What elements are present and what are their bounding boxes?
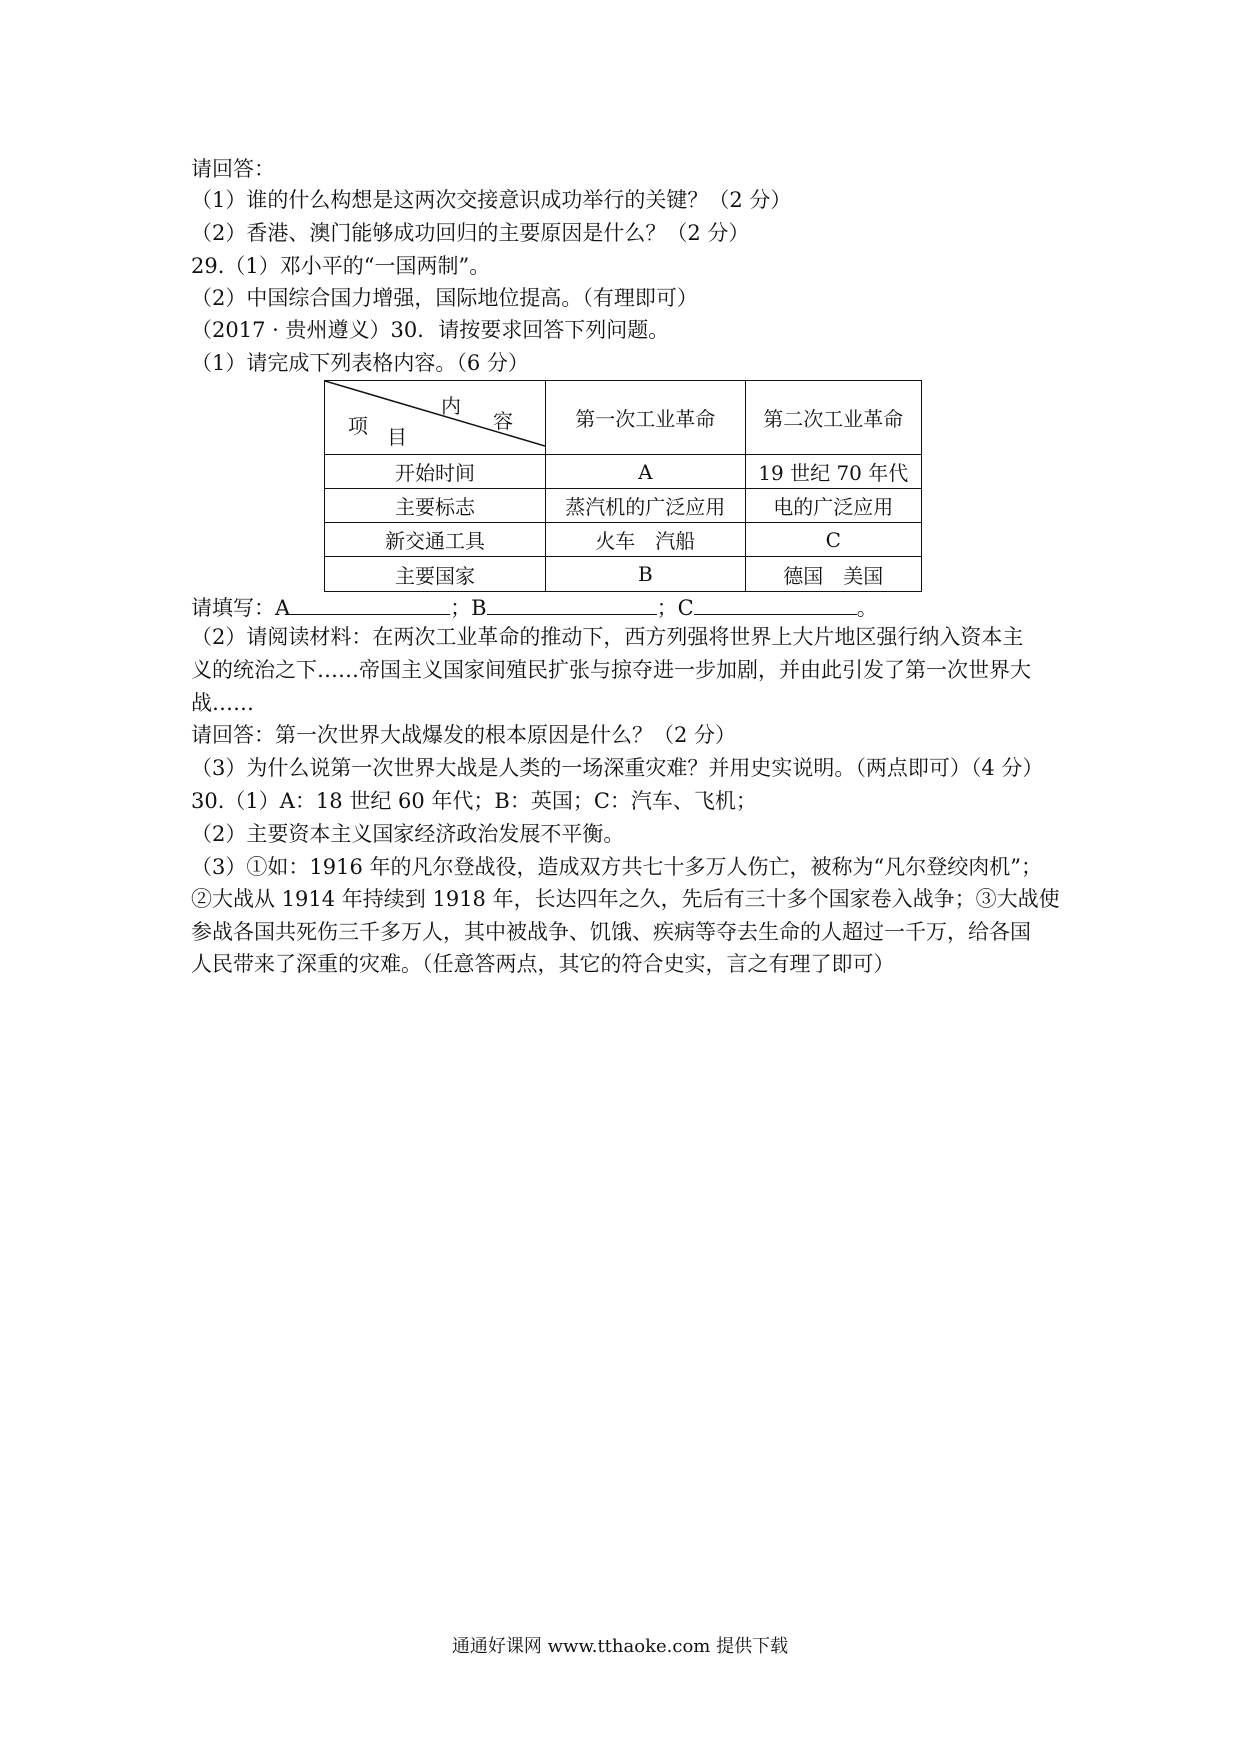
table-corner-cell bbox=[325, 381, 546, 455]
question-30-part-2-ask: 请回答：第一次世界大战爆发的根本原因是什么？（2 分） bbox=[191, 723, 737, 747]
page-footer: 通通好课网 www.tthaoke.com 提供下载 bbox=[451, 1636, 789, 1657]
question-28-part-2: （2）香港、澳门能够成功回归的主要原因是什么？（2 分） bbox=[191, 221, 750, 245]
question-30-part-2-material: 义的统治之下……帝国主义国家间殖民扩张与掠夺进一步加剧，并由此引发了第一次世界大 bbox=[191, 658, 1031, 682]
fill-in-line bbox=[191, 592, 878, 621]
fill-in-label-a: 请填写：A bbox=[191, 596, 291, 620]
fill-in-end: 。 bbox=[856, 596, 878, 620]
row-label: 新交通工具 bbox=[325, 523, 546, 557]
cell-first: B bbox=[546, 557, 746, 592]
column-header-second-revolution: 第二次工业革命 bbox=[745, 381, 921, 455]
answer-29-part-2: （2）中国综合国力增强，国际地位提高。（有理即可） bbox=[191, 286, 698, 310]
cell-second: 德国 美国 bbox=[745, 557, 921, 592]
column-header-first-revolution: 第一次工业革命 bbox=[546, 381, 746, 455]
blank-a[interactable] bbox=[290, 592, 450, 615]
cell-first: A bbox=[546, 455, 746, 489]
cell-first: 火车 汽船 bbox=[546, 523, 746, 557]
prompt-please-answer: 请回答： bbox=[191, 157, 275, 181]
answer-30-part-3: （3）①如：1916 年的凡尔登战役，造成双方共七十多万人伤亡，被称为“凡尔登绞肉机”； bbox=[191, 855, 1042, 879]
table-row bbox=[325, 557, 922, 592]
cell-second: C bbox=[745, 523, 921, 557]
cell-second: 电的广泛应用 bbox=[745, 489, 921, 523]
answer-30-part-1: 30.（1）A：18 世纪 60 年代；B：英国；C：汽车、飞机； bbox=[191, 789, 757, 813]
question-30-part-2-material: （2）请阅读材料：在两次工业革命的推动下，西方列强将世界上大片地区强行纳入资本主 bbox=[191, 625, 1024, 649]
blank-c[interactable] bbox=[694, 592, 857, 615]
table-row bbox=[325, 523, 922, 557]
table-header-row bbox=[325, 381, 922, 455]
fill-in-label-c: ；C bbox=[656, 596, 694, 620]
corner-label-xiang: 项 bbox=[348, 414, 368, 438]
fill-in-label-b: ；B bbox=[450, 596, 487, 620]
question-30-part-2-material: 战…… bbox=[191, 691, 254, 715]
row-label: 主要标志 bbox=[325, 489, 546, 523]
question-30-part-1: （1）请完成下列表格内容。（6 分） bbox=[191, 351, 529, 375]
answer-30-part-3: 参战各国共死伤三千多万人，其中被战争、饥饿、疾病等夺去生命的人超过一千万，给各国 bbox=[191, 920, 1031, 944]
corner-label-rong: 容 bbox=[493, 409, 513, 433]
cell-second: 19 世纪 70 年代 bbox=[745, 455, 921, 489]
row-label: 主要国家 bbox=[325, 557, 546, 592]
answer-30-part-3: ②大战从 1914 年持续到 1918 年，长达四年之久，先后有三十多个国家卷入战争；③大战使 bbox=[191, 887, 1060, 911]
blank-b[interactable] bbox=[487, 592, 657, 615]
answer-30-part-2: （2）主要资本主义国家经济政治发展不平衡。 bbox=[191, 822, 625, 846]
answer-30-part-3: 人民带来了深重的灾难。（任意答两点，其它的符合史实，言之有理了即可） bbox=[191, 952, 895, 976]
answer-29-part-1: 29.（1）邓小平的“一国两制”。 bbox=[191, 254, 491, 278]
industrial-revolution-table bbox=[324, 380, 922, 592]
question-28-part-1: （1）谁的什么构想是这两次交接意识成功举行的关键？（2 分） bbox=[191, 188, 792, 212]
corner-label-nei: 内 bbox=[441, 394, 461, 418]
table-row bbox=[325, 455, 922, 489]
question-30-heading: （2017 · 贵州遵义）30．请按要求回答下列问题。 bbox=[191, 318, 670, 342]
cell-first: 蒸汽机的广泛应用 bbox=[546, 489, 746, 523]
corner-label-mu: 目 bbox=[387, 425, 407, 449]
question-30-part-3: （3）为什么说第一次世界大战是人类的一场深重灾难？并用史实说明。（两点即可）（4 分） bbox=[191, 756, 1044, 780]
row-label: 开始时间 bbox=[325, 455, 546, 489]
table-row bbox=[325, 489, 922, 523]
